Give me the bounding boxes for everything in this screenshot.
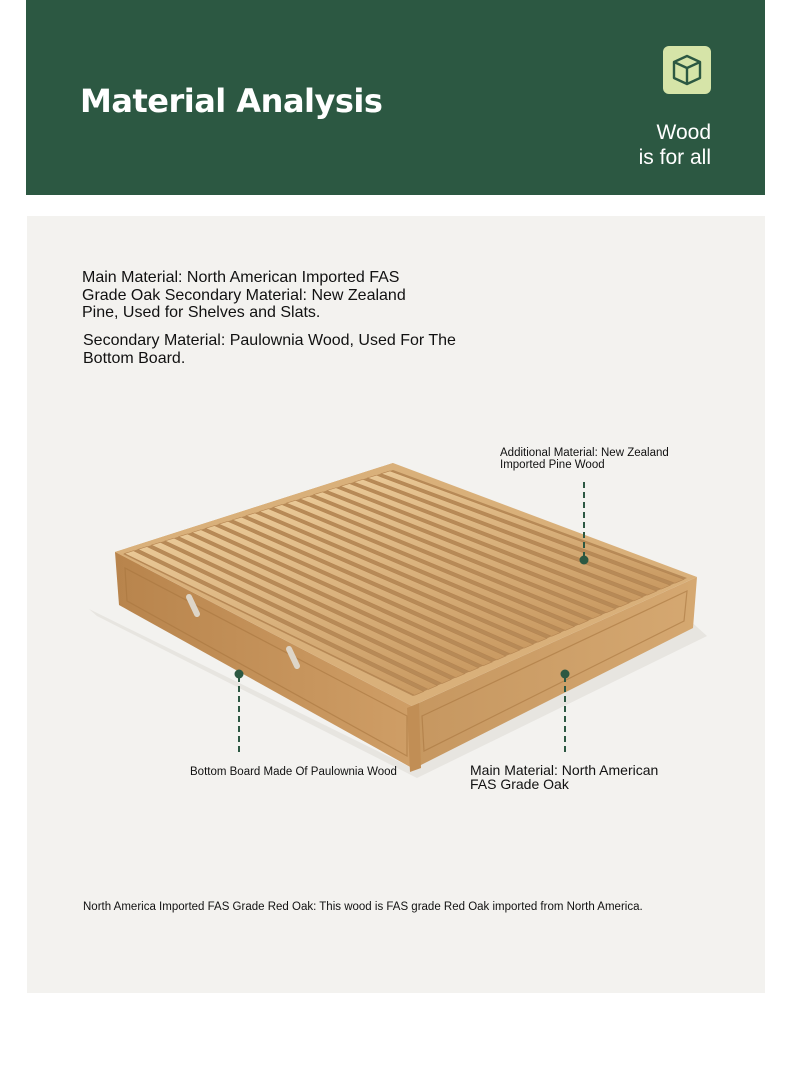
bottom-board-callout-dot bbox=[235, 670, 244, 679]
secondary-material-text: Secondary Material: Paulownia Wood, Used For The Bottom Board. bbox=[83, 332, 456, 367]
box-icon-glyph bbox=[669, 52, 705, 88]
pine-callout-dot bbox=[580, 556, 589, 565]
tagline-line-2: is for all bbox=[638, 146, 711, 169]
bottom-board-callout-label: Bottom Board Made Of Paulownia Wood bbox=[190, 766, 397, 778]
main-material-text: Main Material: North American Imported FAS Grade Oak Secondary Material: New Zealand Pine, Used for Shelves and Slats. bbox=[82, 269, 406, 321]
pine-callout-label: Additional Material: New Zealand Imported Pine Wood bbox=[500, 447, 669, 471]
page-title: Material Analysis bbox=[80, 82, 383, 120]
oak-callout-dot bbox=[561, 670, 570, 679]
bed-frame-illustration bbox=[27, 216, 765, 993]
tagline bbox=[639, 120, 711, 170]
footnote: North America Imported FAS Grade Red Oak: This wood is FAS grade Red Oak imported from North America. bbox=[83, 901, 643, 913]
material-panel bbox=[27, 216, 765, 993]
box-icon bbox=[663, 46, 711, 94]
header-banner bbox=[26, 0, 765, 195]
oak-callout-label: Main Material: North American FAS Grade Oak bbox=[470, 762, 659, 792]
tagline-line-1: Wood bbox=[656, 121, 711, 144]
